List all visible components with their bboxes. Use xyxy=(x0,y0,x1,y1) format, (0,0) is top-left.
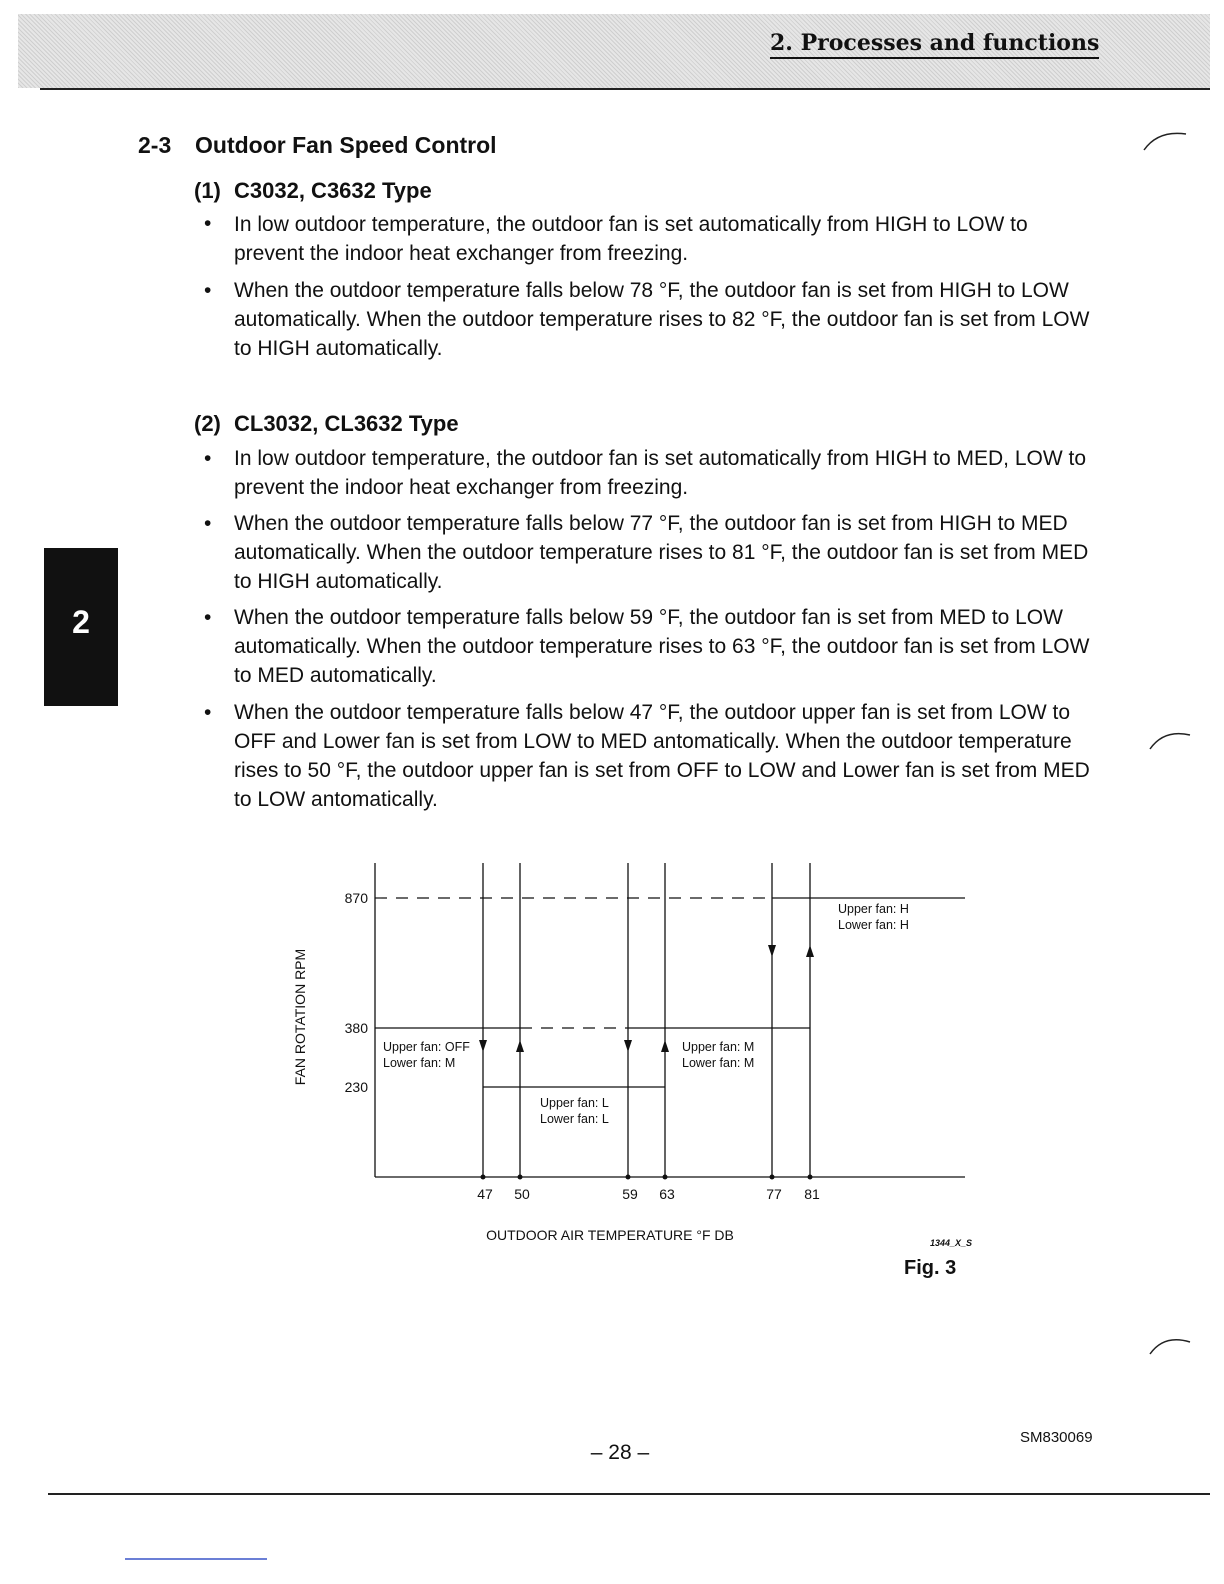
sub1-bullet-1: In low outdoor temperature, the outdoor fan is set automatically from HIGH to LOW to prevent the indoor heat exchanger from freezing. xyxy=(234,213,1028,265)
bullet-dot: • xyxy=(204,279,212,302)
y-tick-label: 870 xyxy=(344,890,368,906)
arrow-down xyxy=(768,945,776,957)
sub2-label: (2) xyxy=(194,411,221,436)
sub2-bullet-3: When the outdoor temperature falls below 59 °F, the outdoor fan is set from MED to LOW automatically. When the outdoor temperature rises to 63 °F, the outdoor fan is set from LOW to MED automatically. xyxy=(234,606,1090,687)
margin-mark xyxy=(1146,1330,1196,1360)
bullet-dot: • xyxy=(204,212,212,235)
arrow-down xyxy=(479,1040,487,1052)
arrow-down xyxy=(624,1040,632,1052)
region-lower-label: Lower fan: M xyxy=(383,1056,456,1070)
sub2-bullet-1: In low outdoor temperature, the outdoor fan is set automatically from HIGH to MED, LOW to prevent the indoor heat exchanger from freezing. xyxy=(234,447,1087,499)
margin-mark xyxy=(1140,128,1190,158)
y-axis-label: FAN ROTATION RPM xyxy=(292,948,308,1086)
sub1-bullet-2: When the outdoor temperature falls below 78 °F, the outdoor fan is set from HIGH to LOW automatically. When the outdoor temperature rises to 82 °F, the outdoor fan is set from LOW to HIGH automatically. xyxy=(234,279,1090,360)
sub2-bullet-4: When the outdoor temperature falls below 47 °F, the outdoor upper fan is set from LOW to OFF and Lower fan is set from LOW to MED antomatically. When the outdoor temperature rises to 50 °F, the outdoor upper fan is set from OFF to LOW and Lower fan is set from MED to LOW antomatically. xyxy=(234,701,1090,811)
bullet-dot: • xyxy=(204,512,212,535)
region-lower-label: Lower fan: M xyxy=(682,1056,755,1070)
figure-label: Fig. 3 xyxy=(904,1257,957,1279)
x-tick-label: 47 xyxy=(477,1186,493,1202)
x-tick-label: 59 xyxy=(622,1186,638,1202)
bullet-dot: • xyxy=(204,447,212,470)
y-tick-label: 230 xyxy=(344,1079,368,1095)
x-tick-label: 81 xyxy=(804,1186,820,1202)
footer-rule xyxy=(48,1493,1210,1495)
figure-code: 1344_X_S xyxy=(930,1238,973,1248)
region-upper-label: Upper fan: M xyxy=(682,1040,755,1054)
region-upper-label: Upper fan: H xyxy=(838,902,909,916)
y-tick-label: 380 xyxy=(344,1020,368,1036)
sub2-bullet-2: When the outdoor temperature falls below 77 °F, the outdoor fan is set from HIGH to MED automatically. When the outdoor temperature rises to 81 °F, the outdoor fan is set from MED to HIGH automatically. xyxy=(234,512,1089,593)
x-axis-label: OUTDOOR AIR TEMPERATURE °F DB xyxy=(486,1227,734,1243)
arrow-up xyxy=(516,1040,524,1052)
section-title: Outdoor Fan Speed Control xyxy=(195,132,497,158)
region-upper-label: Upper fan: OFF xyxy=(383,1040,470,1054)
x-tick-label: 63 xyxy=(659,1186,675,1202)
region-upper-label: Upper fan: L xyxy=(540,1096,609,1110)
x-tick-label: 50 xyxy=(514,1186,530,1202)
fan-speed-chart xyxy=(280,855,980,1255)
scan-line xyxy=(125,1558,267,1560)
region-lower-label: Lower fan: L xyxy=(540,1112,609,1126)
x-tick-label: 77 xyxy=(766,1186,782,1202)
arrow-up xyxy=(661,1040,669,1052)
header-rule xyxy=(40,88,1210,90)
sub2-title: CL3032, CL3632 Type xyxy=(234,411,459,436)
region-lower-label: Lower fan: H xyxy=(838,918,909,932)
page-number: – 28 – xyxy=(590,1441,650,1464)
bullet-dot: • xyxy=(204,701,212,724)
header-title: 2. Processes and functions xyxy=(770,30,1099,59)
chapter-tab-number: 2 xyxy=(72,604,90,640)
section-number: 2-3 xyxy=(138,132,172,158)
document-code: SM830069 xyxy=(1020,1429,1093,1446)
bullet-dot: • xyxy=(204,606,212,629)
arrow-up xyxy=(806,945,814,957)
sub1-title: C3032, C3632 Type xyxy=(234,178,432,203)
sub1-label: (1) xyxy=(194,178,221,203)
margin-mark xyxy=(1146,725,1196,755)
